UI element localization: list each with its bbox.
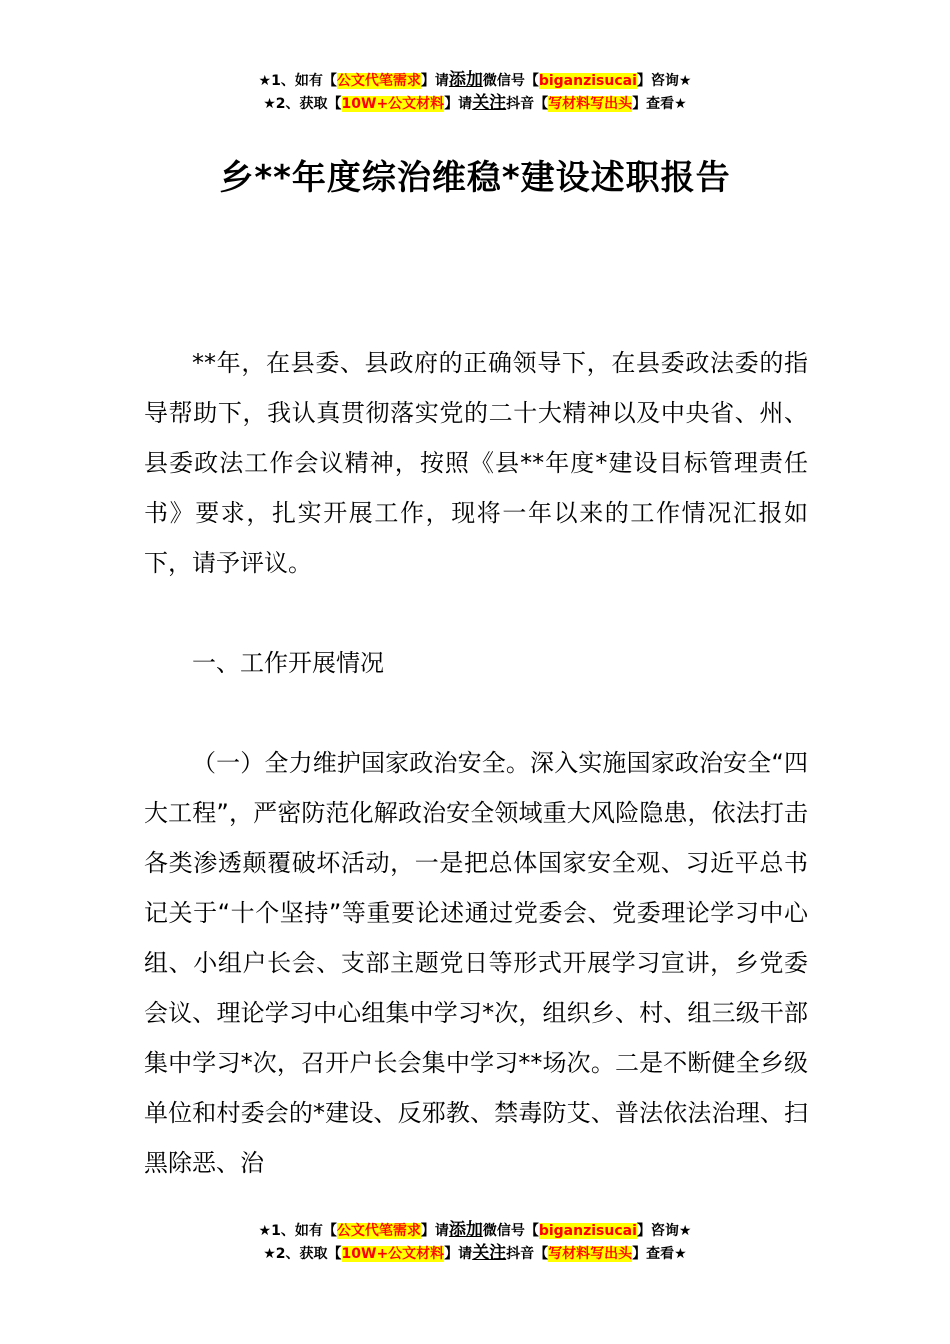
highlight-wechat-id: biganzisucai [538, 73, 637, 89]
banner-line-1: ★1、如有【公文代笔需求】请添加微信号【biganzisucai】咨询★ [258, 70, 692, 90]
footer-line-1: ★1、如有【公文代笔需求】请添加微信号【biganzisucai】咨询★ [258, 1220, 692, 1240]
banner-line-2: ★2、获取【10W+公文材料】请关注抖音【写材料写出头】查看★ [263, 93, 687, 113]
highlight-service: 公文代笔需求 [336, 73, 421, 89]
footer-banner [0, 1219, 950, 1265]
highlight-materials: 10W+公文材料 [341, 96, 445, 112]
section-heading: 一、工作开展情况 [192, 649, 384, 677]
header-banner [0, 69, 950, 115]
section-paragraph: （一）全力维护国家政治安全。深入实施国家政治安全“四大工程”，严密防范化解政治安全领域重大风险隐患，依法打击各类渗透颠覆破坏活动，一是把总体国家安全观、习近平总书记关于“十个坚持”等重要论述通过党委会、党委理论学习中心组、小组户长会、支部主题党日等形式开展学习宣讲，乡党委会议、理论学习中心组集中学习*次，组织乡、村、组三级干部集中学习*次，召开户长会集中学习**场次。二是不断健全乡级单位和村委会的*建设、反邪教、禁毒防艾、普法依法治理、扫黑除恶、治 [144, 749, 808, 1177]
footer-line-2: ★2、获取【10W+公文材料】请关注抖音【写材料写出头】查看★ [263, 1243, 687, 1263]
highlight-douyin: 写材料写出头 [548, 96, 633, 112]
intro-paragraph: **年，在县委、县政府的正确领导下，在县委政法委的指导帮助下，我认真贯彻落实党的二十大精神以及中央省、州、县委政法工作会议精神，按照《县**年度*建设目标管理责任书》要求，扎实开展工作，现将一年以来的工作情况汇报如下，请予评议。 [144, 349, 808, 577]
document-title: 乡**年度综治维稳*建设述职报告 [219, 158, 731, 198]
